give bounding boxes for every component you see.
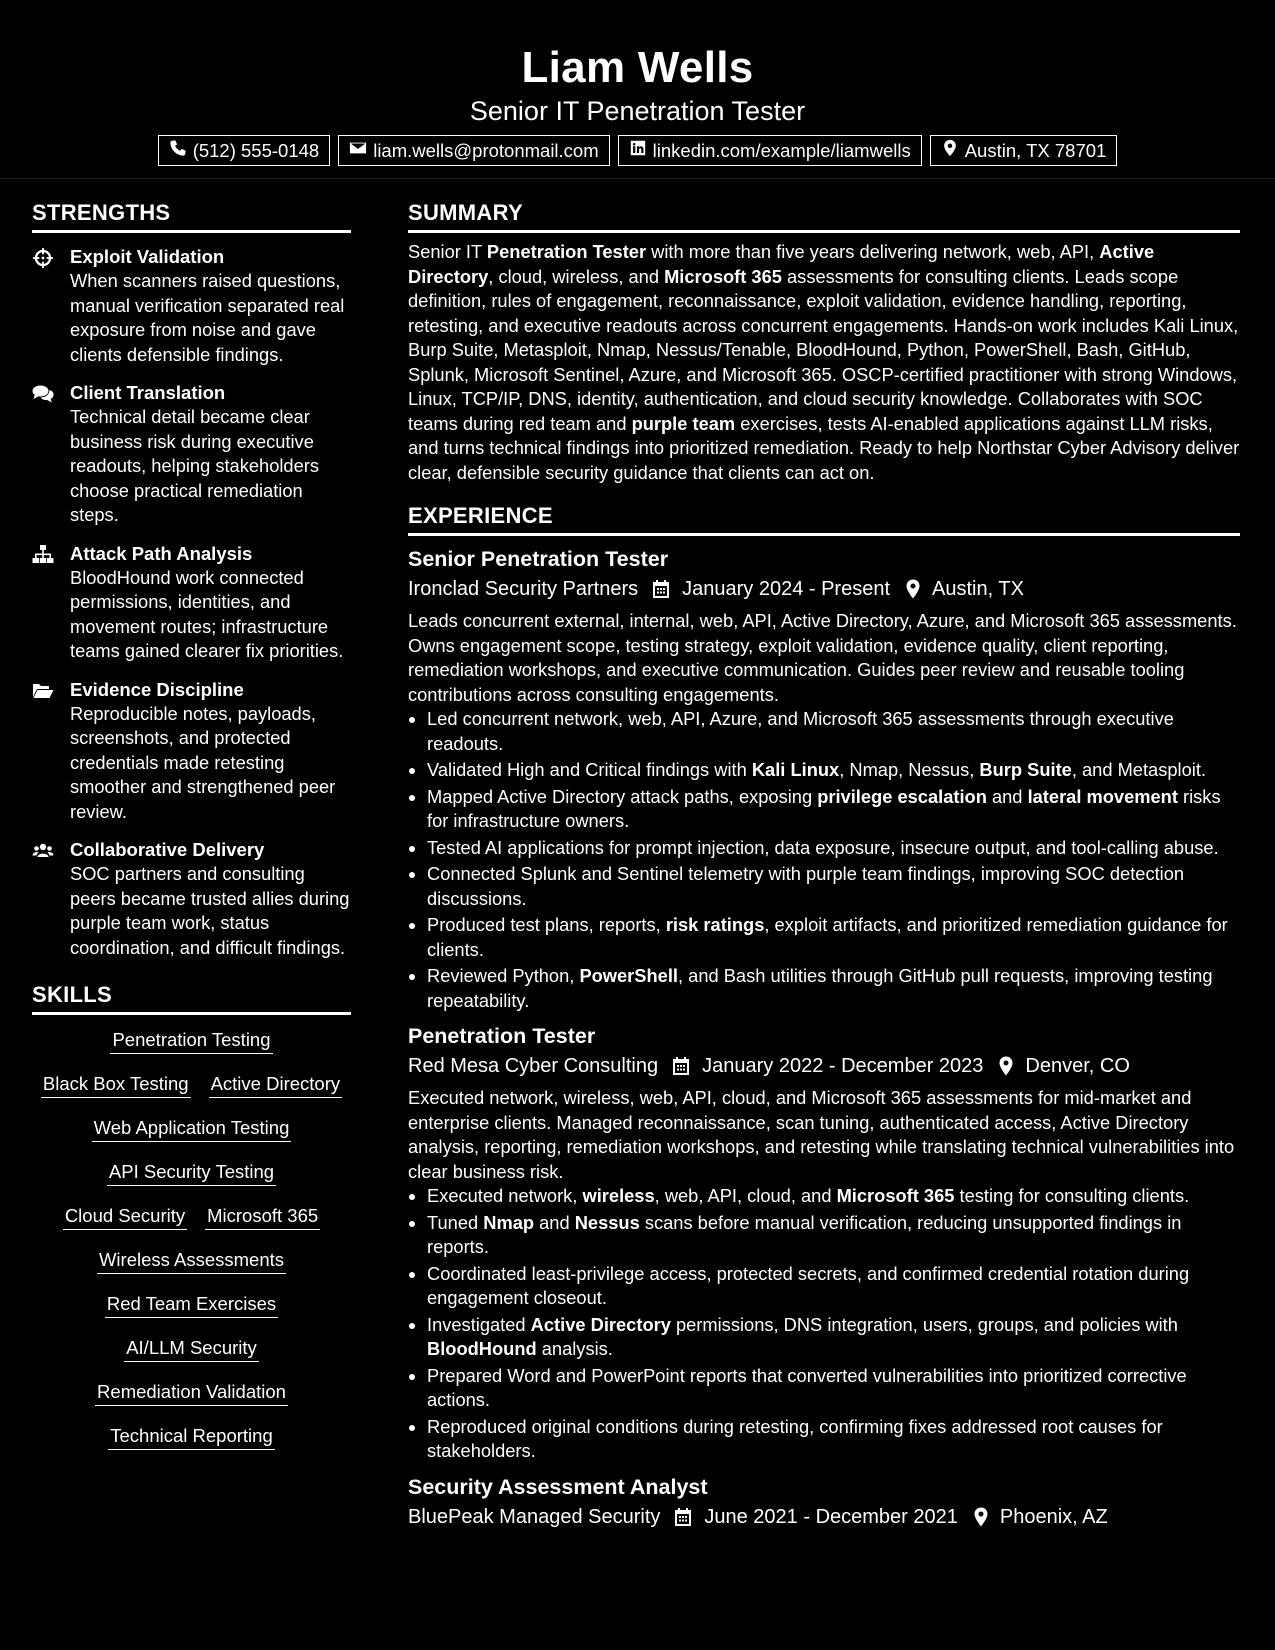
strengths-list: [32, 245, 351, 960]
strength-desc: SOC partners and consulting peers became trusted allies during purple team work, status coordination, and difficult findings.: [70, 863, 350, 958]
skill-tag: AI/LLM Security: [124, 1335, 259, 1362]
skill-tag: Wireless Assessments: [97, 1247, 286, 1274]
calendar-icon: [672, 1056, 690, 1076]
calendar-icon: [652, 579, 670, 599]
skill-tag: API Security Testing: [107, 1159, 276, 1186]
skill-tag: Black Box Testing: [41, 1071, 191, 1098]
job-meta: [408, 574, 1240, 604]
strength-item: [32, 678, 351, 825]
job-bullet: • Tested AI applications for prompt injection, data exposure, insecure output, and tool-calling abuse.: [427, 836, 1240, 861]
job-bullet: • Reviewed Python, PowerShell, and Bash utilities through GitHub pull requests, improving testing repeatability.: [427, 964, 1240, 1013]
strength-title: Evidence Discipline: [70, 678, 244, 700]
experience-list: [408, 544, 1240, 1532]
job-bullets: [408, 707, 1240, 1013]
skill-tag: Remediation Validation: [95, 1379, 288, 1406]
strength-desc: Technical detail became clear business risk during executive readouts, helping stakeholders choose practical remediation steps.: [70, 406, 319, 525]
job-bullet: • Led concurrent network, web, API, Azure, and Microsoft 365 assessments through executive readouts.: [427, 707, 1240, 756]
job-location: Austin, TX: [932, 578, 1024, 600]
job-entry: [408, 544, 1240, 1013]
calendar-icon: [674, 1507, 692, 1527]
chat-bubbles-icon: [32, 384, 54, 404]
job-meta: [408, 1502, 1240, 1532]
contact-bar: [0, 135, 1275, 166]
job-dates: January 2022 - December 2023: [702, 1055, 984, 1077]
left-column: [32, 196, 351, 1467]
contact-location[interactable]: [930, 135, 1118, 166]
strength-desc: BloodHound work connected permissions, identities, and movement routes; infrastructure teams gained clearer fix priorities.: [70, 566, 344, 661]
envelope-icon: [349, 136, 367, 165]
job-bullet: • Reproduced original conditions during retesting, confirming fixes addressed root causes for stakeholders.: [427, 1415, 1240, 1464]
job-dates: June 2021 - December 2021: [704, 1505, 958, 1528]
job-location: Denver, CO: [1025, 1055, 1130, 1077]
job-bullet: • Mapped Active Directory attack paths, exposing privilege escalation and lateral movement risks for infrastructure owners.: [427, 785, 1240, 834]
job-description: Leads concurrent external, internal, web, API, Active Directory, Azure, and Microsoft 365 assessments. Owns engagement scope, testing strategy, exploit validation, evidence quality, client reporting, remediation workshops, and executive communication. Guides peer review and reusable tooling contributions across consulting engagements.: [408, 610, 1237, 705]
job-bullet: • Investigated Active Directory permissions, DNS integration, users, groups, and policies with BloodHound analysis.: [427, 1313, 1240, 1362]
skill-tag: Red Team Exercises: [105, 1291, 278, 1318]
job-bullet: • Connected Splunk and Sentinel telemetry with purple team findings, improving SOC detection discussions.: [427, 862, 1240, 911]
strength-title: Client Translation: [70, 382, 226, 403]
contact-linkedin-text: linkedin.com/example/liamwells: [652, 140, 911, 161]
skill-tag: Active Directory: [209, 1071, 343, 1098]
crosshairs-icon: [32, 248, 54, 268]
map-pin-icon: [904, 579, 922, 599]
map-pin-icon: [997, 1056, 1015, 1076]
map-pin-icon: [972, 1507, 990, 1527]
job-dates: January 2024 - Present: [682, 578, 891, 600]
summary-text: Senior IT Penetration Tester with more than five years delivering network, web, API, Active Directory, cloud, wireless, and Microsoft 365 assessments for consulting clients. Leads scope definition, rules of engagement, reconnaissance, exploit validation, evidence handling, reporting, retesting, and executive readouts across concurrent engagements. Hands-on work includes Kali Linux, Burp Suite, Metasploit, Nmap, Nessus/Tenable, BloodHound, Python, PowerShell, Bash, GitHub, Splunk, Microsoft Sentinel, Azure, and Microsoft 365. OSCP-certified practitioner with strong Windows, Linux, TCP/IP, DNS, identity, authentication, and cloud security knowledge. Collaborates with SOC teams during red team and purple team exercises, tests AI-enabled applications against LLM risks, and turns technical findings into prioritized remediation. Ready to help Northstar Cyber Advisory deliver clear, defensible security guidance that clients can act on.: [408, 241, 1240, 483]
skill-tag: Web Application Testing: [92, 1115, 292, 1142]
contact-email-text: liam.wells@protonmail.com: [373, 140, 599, 161]
job-entry: [408, 1021, 1240, 1464]
phone-icon: [169, 136, 187, 165]
summary-heading: SUMMARY: [408, 196, 1240, 233]
folder-open-icon: [32, 681, 54, 701]
linkedin-icon: [629, 136, 647, 165]
skill-tag: Penetration Testing: [110, 1027, 272, 1054]
contact-phone[interactable]: [158, 135, 331, 166]
skills-list: [32, 1027, 351, 1467]
skill-tag: Technical Reporting: [108, 1423, 274, 1450]
job-bullet: • Executed network, wireless, web, API, cloud, and Microsoft 365 testing for consulting clients.: [427, 1184, 1240, 1209]
contact-location-text: Austin, TX 78701: [964, 140, 1107, 161]
strength-desc: When scanners raised questions, manual verification separated real exposure from noise and gave clients defensible findings.: [70, 270, 345, 365]
strength-item: [32, 381, 351, 528]
strength-item: [32, 542, 351, 664]
experience-heading: EXPERIENCE: [408, 499, 1240, 536]
skill-tag: Microsoft 365: [205, 1203, 320, 1230]
job-meta: [408, 1051, 1240, 1081]
skills-heading: SKILLS: [32, 978, 351, 1015]
job-bullet: • Tuned Nmap and Nessus scans before manual verification, reducing unsupported findings in reports.: [427, 1211, 1240, 1260]
contact-email[interactable]: [338, 135, 609, 166]
job-bullets: [408, 1184, 1240, 1464]
strength-title: Attack Path Analysis: [70, 542, 253, 564]
map-pin-icon: [941, 136, 959, 165]
strengths-heading: STRENGTHS: [32, 196, 351, 233]
job-bullet: • Produced test plans, reports, risk ratings, exploit artifacts, and prioritized remediation guidance for clients.: [427, 913, 1240, 962]
strength-item: [32, 838, 351, 960]
job-company: Ironclad Security Partners: [408, 578, 639, 600]
right-column: [408, 196, 1240, 1532]
contact-phone-text: (512) 555-0148: [192, 140, 320, 161]
resume-header: [0, 0, 1275, 179]
job-location: Phoenix, AZ: [999, 1505, 1108, 1528]
strength-desc: Reproducible notes, payloads, screenshots, and protected credentials made retesting smoother and strengthened peer review.: [70, 702, 336, 822]
users-icon: [32, 841, 54, 861]
strength-title: Exploit Validation: [70, 246, 225, 267]
candidate-name: Liam Wells: [521, 43, 754, 92]
job-entry: [408, 1472, 1240, 1532]
job-bullet: • Coordinated least-privilege access, protected secrets, and confirmed credential rotation during engagement closeout.: [427, 1262, 1240, 1311]
strength-item: [32, 245, 351, 367]
strength-title: Collaborative Delivery: [70, 839, 265, 860]
candidate-title: Senior IT Penetration Tester: [469, 96, 806, 126]
job-title: Senior Penetration Tester: [408, 547, 669, 571]
skill-tag: Cloud Security: [63, 1203, 187, 1230]
job-description: Executed network, wireless, web, API, cloud, and Microsoft 365 assessments for mid-market and enterprise clients. Managed reconnaissance, scan tuning, authenticated access, Active Directory analysis, reporting, remediation workshops, and retesting while translating technical vulnerabilities into clear business risk.: [408, 1087, 1235, 1182]
job-company: Red Mesa Cyber Consulting: [408, 1055, 659, 1077]
contact-linkedin[interactable]: [618, 135, 922, 166]
job-title: Security Assessment Analyst: [408, 1474, 708, 1499]
job-bullet: • Prepared Word and PowerPoint reports that converted vulnerabilities into prioritized corrective actions.: [427, 1364, 1240, 1413]
job-bullet: • Validated High and Critical findings with Kali Linux, Nmap, Nessus, Burp Suite, and Metasploit.: [427, 758, 1240, 783]
job-title: Penetration Tester: [408, 1024, 596, 1048]
sitemap-icon: [32, 545, 54, 565]
job-company: BluePeak Managed Security: [408, 1505, 661, 1528]
